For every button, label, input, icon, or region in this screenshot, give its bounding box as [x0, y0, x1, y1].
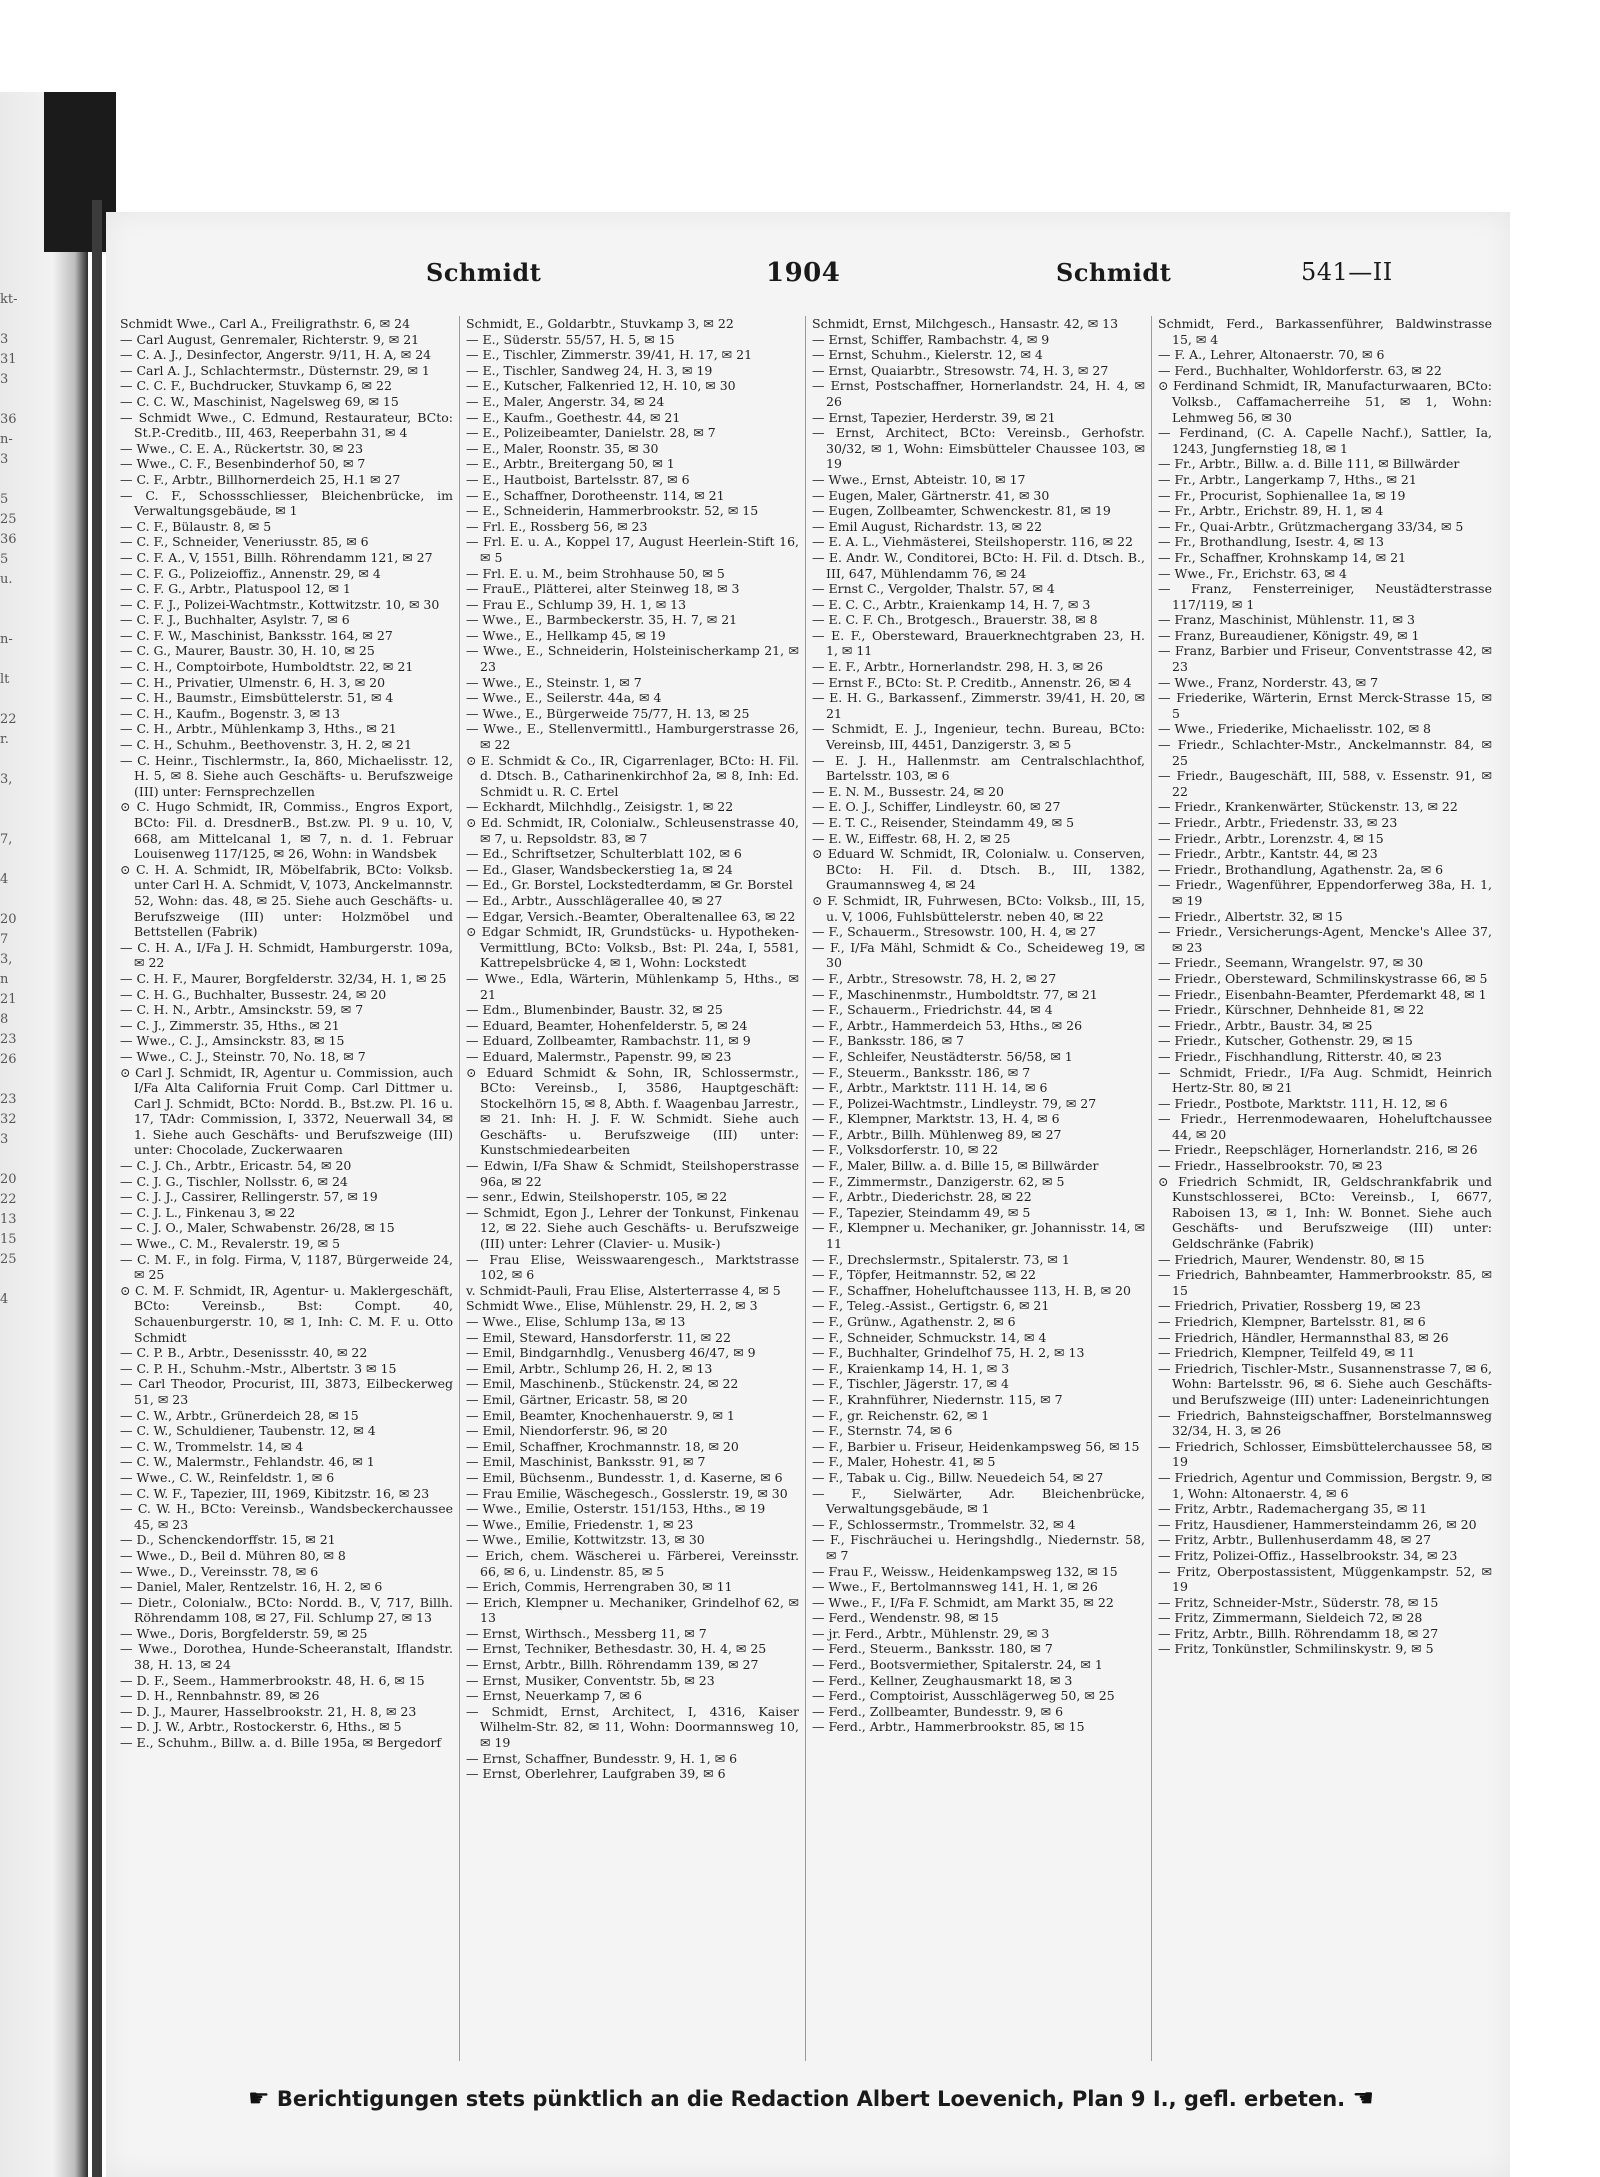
directory-entry: — Ernst C., Vergolder, Thalstr. 57, ✉ 4 — [812, 581, 1055, 597]
directory-entry: — C. J. G., Tischler, Nollsstr. 6, ✉ 24 — [120, 1173, 348, 1189]
directory-entry: — jr. Ferd., Arbtr., Mühlenstr. 29, ✉ 3 — [812, 1625, 1050, 1641]
directory-entry: — D. J., Maurer, Hasselbrookstr. 21, H. 8, ✉ 23 — [120, 1703, 417, 1719]
directory-entry: — Wwe., Franz, Norderstr. 43, ✉ 7 — [1158, 674, 1379, 690]
directory-entry: — Wwe., C. J., Steinstr. 70, No. 18, ✉ 7 — [120, 1048, 366, 1064]
directory-entry: — Ernst, Techniker, Bethesdastr. 30, H. 4, ✉ 25 — [466, 1641, 767, 1657]
directory-entry: — Ed., Gr. Borstel, Lockstedterdamm, ✉ Gr. Borstel — [466, 877, 793, 893]
directory-entry: — Erich, chem. Wäscherei u. Färberei, Vereinsstr. 66, ✉ 6, u. Lindenstr. 85, ✉ 5 — [466, 1547, 799, 1579]
directory-entry: — Ernst, Wirthsch., Messberg 11, ✉ 7 — [466, 1625, 707, 1641]
directory-entry: — Emil, Schaffner, Krochmannstr. 18, ✉ 20 — [466, 1438, 739, 1454]
directory-entry: — Fritz, Arbtr., Bullenhuserdamm 48, ✉ 27 — [1158, 1532, 1432, 1548]
directory-entry: — Friedrich, Schlosser, Eimsbüttelerchaussee 58, ✉ 19 — [1158, 1438, 1492, 1470]
directory-entry: — F., Klempner, Marktstr. 13, H. 4, ✉ 6 — [812, 1111, 1060, 1127]
footer-notice — [146, 2084, 1476, 2120]
directory-entry: — Ernst, Schiffer, Rambachstr. 4, ✉ 9 — [812, 331, 1050, 347]
directory-entry: — F., Klempner u. Mechaniker, gr. Johannisstr. 14, ✉ 11 — [812, 1220, 1145, 1252]
directory-entry: — Frl. E. u. A., Koppel 17, August Heerlein-Stift 16, ✉ 5 — [466, 534, 799, 565]
directory-entry: — F., Steuerm., Banksstr. 186, ✉ 7 — [812, 1064, 1031, 1080]
directory-entry: — F., Schleifer, Neustädterstr. 56/58, ✉ 1 — [812, 1048, 1073, 1064]
directory-entry: — Ferd., Arbtr., Hammerbrookstr. 85, ✉ 15 — [812, 1719, 1085, 1735]
directory-entry: — Emil, Niendorferstr. 96, ✉ 20 — [466, 1423, 668, 1439]
directory-page — [106, 212, 1510, 2177]
directory-entry: — Fr., Quai-Arbtr., Grützmachergang 33/34, ✉ 5 — [1158, 518, 1464, 534]
directory-entry: — Frau F., Weissw., Heidenkampsweg 132, ✉ 15 — [812, 1563, 1118, 1579]
directory-entry: — C. G., Maurer, Baustr. 30, H. 10, ✉ 25 — [120, 643, 375, 659]
directory-entry: — Ferd., Zollbeamter, Bundesstr. 9, ✉ 6 — [812, 1703, 1064, 1719]
directory-entry: — F., Schauerm., Friedrichstr. 44, ✉ 4 — [812, 1002, 1053, 1018]
directory-entry: — C. Heinr., Tischlermstr., Ia, 860, Michaelisstr. 12, H. 5, ✉ 8. Siehe auch Geschäfts- u. Berufszweige (III) unter: Fernsprechzellen — [120, 752, 453, 799]
directory-entry: — F., Maler, Hohestr. 41, ✉ 5 — [812, 1454, 996, 1470]
directory-entry: — F., Polizei-Wachtmstr., Lindleystr. 79, ✉ 27 — [812, 1095, 1097, 1111]
directory-entry: — Friedr., Eisenbahn-Beamter, Pferdemarkt 48, ✉ 1 — [1158, 986, 1487, 1002]
directory-entry: — Carl Theodor, Procurist, III, 3873, Eilbeckerweg 51, ✉ 23 — [120, 1376, 453, 1407]
directory-entry: — Friedr., Baugeschäft, III, 588, v. Essenstr. 91, ✉ 22 — [1158, 768, 1492, 799]
header-left-keyword: Schmidt — [426, 258, 542, 287]
directory-entry: — C. M. F., in folg. Firma, V, 1187, Bürgerweide 24, ✉ 25 — [120, 1251, 453, 1283]
directory-entry: — E. W., Eiffestr. 68, H. 2, ✉ 25 — [812, 830, 1011, 846]
directory-entry: Schmidt, Ernst, Milchgesch., Hansastr. 42, ✉ 13 — [812, 316, 1119, 331]
pointing-hand-right-icon: ☚ — [1352, 2084, 1374, 2112]
directory-entry: — E., Süderstr. 55/57, H. 5, ✉ 15 — [466, 331, 675, 347]
directory-entry: — Ernst, Tapezier, Herderstr. 39, ✉ 21 — [812, 409, 1056, 425]
directory-entry: — Fritz, Polizei-Offiz., Hasselbrookstr. 34, ✉ 23 — [1158, 1547, 1458, 1563]
directory-entry: — Friedr., Brothandlung, Agathenstr. 2a, ✉ 6 — [1158, 861, 1444, 877]
directory-entry: — F., Tabak u. Cig., Billw. Neuedeich 54, ✉ 27 — [812, 1469, 1104, 1485]
directory-entry: — Ernst, Arbtr., Billh. Röhrendamm 139, ✉ 27 — [466, 1657, 759, 1673]
directory-entry: — Erich, Commis, Herrengraben 30, ✉ 11 — [466, 1579, 733, 1595]
directory-entry: — E. N. M., Bussestr. 24, ✉ 20 — [812, 783, 1005, 799]
directory-entry: — C. J., Zimmerstr. 35, Hths., ✉ 21 — [120, 1017, 340, 1033]
column-4 — [1152, 316, 1498, 2061]
directory-entry: — F., Schaffner, Hoheluftchaussee 113, H. B, ✉ 20 — [812, 1282, 1131, 1298]
directory-entry: — Friedr., Albertstr. 32, ✉ 15 — [1158, 908, 1343, 924]
directory-entry: — F., Töpfer, Heitmannstr. 52, ✉ 22 — [812, 1267, 1036, 1283]
directory-entry: — Frl. E. u. M., beim Strohhause 50, ✉ 5 — [466, 565, 725, 581]
directory-entry: — Wwe., Emilie, Osterstr. 151/153, Hths., ✉ 19 — [466, 1501, 766, 1517]
directory-entry: — Wwe., E., Seilerstr. 44a, ✉ 4 — [466, 690, 662, 706]
directory-entry: — Fr., Arbtr., Erichstr. 89, H. 1, ✉ 4 — [1158, 503, 1384, 519]
directory-entry: — Emil, Steward, Hansdorferstr. 11, ✉ 22 — [466, 1329, 731, 1345]
previous-page-text-fragments: kt- 3 31 3 36 n- 3 5 25 36 5 u. n- lt 22 r. 3, 7, 4 20 7 3, n 21 8 23 26 23 32 3 20 22 13 15 25 4 — [0, 292, 18, 1307]
directory-entry: — Fritz, Zimmermann, Sieldeich 72, ✉ 28 — [1158, 1610, 1423, 1626]
directory-entry: — F., Arbtr., Billh. Mühlenweg 89, ✉ 27 — [812, 1126, 1062, 1142]
directory-entry: — Wwe., E., Schneiderin, Holsteinischerkamp 21, ✉ 23 — [466, 643, 799, 675]
directory-entry: — D. H., Rennbahnstr. 89, ✉ 26 — [120, 1688, 320, 1704]
directory-entry: — Friedr., Reepschläger, Hornerlandstr. 216, ✉ 26 — [1158, 1142, 1478, 1158]
directory-entry: — Fr., Brothandlung, Isestr. 4, ✉ 13 — [1158, 534, 1384, 550]
directory-entry: — Wwe., C. W., Reinfeldstr. 1, ✉ 6 — [120, 1469, 335, 1485]
directory-entry: — C. W., Trommelstr. 14, ✉ 4 — [120, 1438, 304, 1454]
directory-entry: — E. Andr. W., Conditorei, BCto: H. Fil. d. Dtsch. B., III, 647, Mühlendamm 76, ✉ 24 — [812, 549, 1145, 581]
directory-entry: — Friedr., Arbtr., Friedenstr. 33, ✉ 23 — [1158, 815, 1398, 830]
directory-entry: — Ernst, Architect, BCto: Vereinsb., Gerhofstr. 30/32, ✉ 1, Wohn: Eimsbütteler Chaussee 103, ✉ 19 — [812, 425, 1145, 472]
directory-entry: — F., Schlossermstr., Trommelstr. 32, ✉ 4 — [812, 1516, 1076, 1532]
directory-entry: — Edm., Blumenbinder, Baustr. 32, ✉ 25 — [466, 1002, 723, 1018]
directory-entry: — Ernst, Neuerkamp 7, ✉ 6 — [466, 1688, 642, 1704]
directory-entry: — C. W., Arbtr., Grünerdeich 28, ✉ 15 — [120, 1407, 359, 1423]
column-3 — [806, 316, 1152, 2061]
directory-entry: — F., Krahnführer, Niedernstr. 115, ✉ 7 — [812, 1391, 1063, 1407]
directory-entry: — F., Grünw., Agathenstr. 2, ✉ 6 — [812, 1314, 1016, 1329]
directory-entry: — F., Buchhalter, Grindelhof 75, H. 2, ✉ 13 — [812, 1345, 1085, 1361]
directory-entry: — C. F., Arbtr., Billhornerdeich 25, H.1 ✉ 27 — [120, 471, 401, 487]
directory-entry: Schmidt Wwe., Elise, Mühlenstr. 29, H. 2, ✉ 3 — [466, 1298, 758, 1314]
directory-entry: — Ernst, Schaffner, Bundesstr. 9, H. 1, ✉ 6 — [466, 1750, 738, 1766]
directory-entry: — Fr., Arbtr., Langerkamp 7, Hths., ✉ 21 — [1158, 471, 1417, 487]
directory-entry: — F., Kraienkamp 14, H. 1, ✉ 3 — [812, 1360, 1010, 1376]
directory-entry: — Ed., Glaser, Wandsbeckerstieg 1a, ✉ 24 — [466, 861, 733, 877]
directory-entry: — Fr., Arbtr., Billw. a. d. Bille 111, ✉ Billwärder — [1158, 456, 1460, 472]
directory-entry: — Erich, Klempner u. Mechaniker, Grindelhof 62, ✉ 13 — [466, 1594, 799, 1626]
directory-entry: — F., Barbier u. Friseur, Heidenkampsweg 56, ✉ 15 — [812, 1438, 1140, 1454]
directory-entry: — Eduard, Zollbeamter, Rambachstr. 11, ✉ 9 — [466, 1033, 751, 1049]
directory-entry: — E., Maler, Angerstr. 34, ✉ 24 — [466, 393, 665, 409]
directory-entry: — Wwe., C. E. A., Rückertstr. 30, ✉ 23 — [120, 440, 364, 456]
directory-entry: — Ed., Schriftsetzer, Schulterblatt 102, ✉ 6 — [466, 846, 742, 862]
directory-entry: ⊙ Carl J. Schmidt, IR, Agentur u. Commission, auch I/Fa Alta California Fruit Comp. Carl Dittmer u. Carl J. Schmidt, BCto: Nordd. B., Bst.zw. Pl. 16 u. 17, TAdr: Commission, I, 3372, Neuerwall 34, ✉ 1. Siehe auch Geschäfts- und Berufszweige (III) unter: Chocolade, Zuckerwaaren — [120, 1064, 453, 1158]
directory-entry: — C. F., Schneider, Veneriusstr. 85, ✉ 6 — [120, 534, 369, 550]
directory-entry: — Emil, Büchsenm., Bundesstr. 1, d. Kaserne, ✉ 6 — [466, 1469, 783, 1485]
directory-entry: — D., Schenckendorffstr. 15, ✉ 21 — [120, 1532, 336, 1548]
directory-entry: — E., Kutscher, Falkenried 12, H. 10, ✉ 30 — [466, 378, 736, 394]
directory-entry: — C. J. Ch., Arbtr., Ericastr. 54, ✉ 20 — [120, 1158, 352, 1174]
directory-entry: — Ferd., Wendenstr. 98, ✉ 15 — [812, 1610, 999, 1626]
directory-entry: — Friedrich, Klempner, Bartelsstr. 81, ✉ 6 — [1158, 1314, 1426, 1329]
directory-entry: — C. H. F., Maurer, Borgfelderstr. 32/34, H. 1, ✉ 25 — [120, 970, 447, 986]
directory-entry: — Fr., Schaffner, Krohnskamp 14, ✉ 21 — [1158, 549, 1407, 565]
directory-entry: — Ernst, Oberlehrer, Laufgraben 39, ✉ 6 — [466, 1766, 726, 1782]
directory-entry: — Fritz, Arbtr., Billh. Röhrendamm 18, ✉ 27 — [1158, 1625, 1439, 1641]
directory-entry: Schmidt Wwe., Carl A., Freiligrathstr. 6, ✉ 24 — [120, 316, 411, 331]
directory-entry: — F., Schneider, Schmuckstr. 14, ✉ 4 — [812, 1329, 1047, 1345]
directory-entry: — E., Arbtr., Breitergang 50, ✉ 1 — [466, 456, 675, 472]
directory-entry: — Ferd., Bootsvermiether, Spitalerstr. 24, ✉ 1 — [812, 1657, 1103, 1673]
directory-entry: — Dietr., Colonialw., BCto: Nordd. B., V, 717, Billh. Röhrendamm 108, ✉ 27, Fil. Schlump 27, ✉ 13 — [120, 1594, 453, 1626]
directory-entry: — Wwe., C. F., Besenbinderhof 50, ✉ 7 — [120, 456, 366, 472]
directory-entry: — Friedrich, Händler, Hermannsthal 83, ✉ 26 — [1158, 1329, 1449, 1345]
directory-entry: — Friedr., Arbtr., Kantstr. 44, ✉ 23 — [1158, 846, 1378, 862]
directory-entry: — Fritz, Schneider-Mstr., Süderstr. 78, ✉ 15 — [1158, 1594, 1439, 1610]
directory-entry: — C. H. N., Arbtr., Amsinckstr. 59, ✉ 7 — [120, 1002, 364, 1018]
directory-entry: ⊙ Eduard W. Schmidt, IR, Colonialw. u. Conserven, BCto: H. Fil. d. Dtsch. B., III, 1382, Graumannsweg 4, ✉ 24 — [812, 846, 1145, 893]
directory-entry: — Fritz, Tonkünstler, Schmilinskystr. 9, ✉ 5 — [1158, 1641, 1434, 1657]
directory-entry: — Friedrich, Agentur und Commission, Bergstr. 9, ✉ 1, Wohn: Altonaerstr. 4, ✉ 6 — [1158, 1469, 1492, 1501]
directory-entry: — C. P. B., Arbtr., Desenissstr. 40, ✉ 22 — [120, 1345, 368, 1361]
pointing-hand-left-icon: ☛ — [248, 2084, 270, 2112]
directory-entry: — Friedr., Herrenmodewaaren, Hoheluftchaussee 44, ✉ 20 — [1158, 1111, 1492, 1142]
directory-entry: — Franz, Maschinist, Mühlenstr. 11, ✉ 3 — [1158, 612, 1415, 628]
directory-entry: — Wwe., Dorothea, Hunde-Scheeranstalt, Iflandstr. 38, H. 13, ✉ 24 — [120, 1641, 453, 1673]
directory-entry: — C. W., Schuldiener, Taubenstr. 12, ✉ 4 — [120, 1423, 376, 1439]
top-margin — [0, 0, 1600, 92]
directory-entry: — Carl A. J., Schlachtermstr., Düsternstr. 29, ✉ 1 — [120, 362, 430, 378]
directory-entry: — C. F. W., Maschinist, Banksstr. 164, ✉ 27 — [120, 627, 393, 643]
directory-entry: — Eduard, Beamter, Hohenfelderstr. 5, ✉ 24 — [466, 1017, 748, 1033]
directory-entry: — E. C. C., Arbtr., Kraienkamp 14, H. 7, ✉ 3 — [812, 596, 1091, 612]
directory-entry: — Ferd., Kellner, Zeughausmarkt 18, ✉ 3 — [812, 1672, 1073, 1688]
directory-entry: — E., Tischler, Zimmerstr. 39/41, H. 17, ✉ 21 — [466, 347, 753, 363]
directory-entry: — E. A. L., Viehmästerei, Steilshoperstr. 116, ✉ 22 — [812, 534, 1133, 550]
directory-entry: ⊙ Eduard Schmidt & Sohn, IR, Schlossermstr., BCto: Vereinsb., I, 3586, Hauptgeschäft: Stockelhörn 15, ✉ 8, Abth. f. Waagenbau Jarrestr., ✉ 21. Inh: H. J. F. W. Schmidt. Siehe auch Geschäfts- u. Berufszweige (III) unter: Kunstschmiedearbeiten — [466, 1064, 799, 1158]
directory-entry: — Wwe., C. M., Revalerstr. 19, ✉ 5 — [120, 1236, 341, 1252]
directory-entry: — F., Sternstr. 74, ✉ 6 — [812, 1423, 953, 1439]
directory-entry: — C. J. J., Cassirer, Rellingerstr. 57, ✉ 19 — [120, 1189, 378, 1205]
directory-entry: — Fritz, Arbtr., Rademachergang 35, ✉ 11 — [1158, 1501, 1428, 1517]
directory-entry: ⊙ Edgar Schmidt, IR, Grundstücks- u. Hypotheken-Vermittlung, BCto: Volksb., Bst: Pl. 24a, I, 5581, Kattrepelsbrücke 4, ✉ 1, Wohn: Lockstedt — [466, 924, 799, 971]
directory-entry: — Emil, Arbtr., Schlump 26, H. 2, ✉ 13 — [466, 1360, 713, 1376]
directory-entry: — Frau E., Schlump 39, H. 1, ✉ 13 — [466, 596, 687, 612]
directory-entry: — C. C. F., Buchdrucker, Stuvkamp 6, ✉ 22 — [120, 378, 392, 394]
directory-entry: — Schmidt, Friedr., I/Fa Aug. Schmidt, Heinrich Hertz-Str. 80, ✉ 21 — [1158, 1064, 1492, 1096]
directory-entry: ⊙ Ferdinand Schmidt, IR, Manufacturwaaren, BCto: Volksb., Caffamacherreihe 51, ✉ 1, Wohn: Lehmweg 56, ✉ 30 — [1158, 378, 1492, 425]
directory-entry: — Emil, Bindgarnhdlg., Venusberg 46/47, ✉ 9 — [466, 1345, 756, 1361]
directory-entry: — Friedr., Fischhandlung, Ritterstr. 40, ✉ 23 — [1158, 1048, 1442, 1064]
directory-entry: — F., I/Fa Mähl, Schmidt & Co., Scheideweg 19, ✉ 30 — [812, 939, 1145, 971]
directory-entry: — F., Drechslermstr., Spitalerstr. 73, ✉ 1 — [812, 1251, 1070, 1267]
directory-entry: — Edgar, Versich.-Beamter, Oberaltenallee 63, ✉ 22 — [466, 908, 796, 924]
directory-entry: — FrauE., Plätterei, alter Steinweg 18, ✉ 3 — [466, 581, 740, 597]
directory-entry: — E., Kaufm., Goethestr. 44, ✉ 21 — [466, 409, 681, 425]
directory-entry: — Schmidt, E. J., Ingenieur, techn. Bureau, BCto: Vereinsb, III, 4451, Danzigerstr. 3, ✉ 5 — [812, 721, 1145, 753]
directory-entry: — Friedr., Hasselbrookstr. 70, ✉ 23 — [1158, 1158, 1383, 1174]
directory-entry: — Ernst, Postschaffner, Hornerlandstr. 24, H. 4, ✉ 26 — [812, 378, 1145, 409]
directory-entry: — Ed., Arbtr., Ausschlägerallee 40, ✉ 27 — [466, 892, 723, 908]
directory-entry: — E., Schuhm., Billw. a. d. Bille 195a, ✉ Bergedorf — [120, 1735, 442, 1751]
directory-entry: — Eduard, Malermstr., Papenstr. 99, ✉ 23 — [466, 1048, 732, 1064]
directory-entry: — Friedr., Arbtr., Baustr. 34, ✉ 25 — [1158, 1017, 1373, 1033]
directory-entry: — Edwin, I/Fa Shaw & Schmidt, Steilshoperstrasse 96a, ✉ 22 — [466, 1158, 799, 1189]
directory-entry: — Wwe., E., Bürgerweide 75/77, H. 13, ✉ 25 — [466, 705, 750, 721]
directory-entry: — Wwe., E., Steinstr. 1, ✉ 7 — [466, 674, 642, 690]
directory-entry: — Ernst, Musiker, Conventstr. 5b, ✉ 23 — [466, 1672, 715, 1688]
directory-entry: — C. H. G., Buchhalter, Bussestr. 24, ✉ 20 — [120, 986, 387, 1002]
directory-entry: — F., Arbtr., Stresowstr. 78, H. 2, ✉ 27 — [812, 970, 1057, 986]
directory-entry: — F., Fischräuchei u. Heringshdlg., Niedernstr. 58, ✉ 7 — [812, 1532, 1145, 1563]
directory-entry: — Ferd., Buchhalter, Wohldorferstr. 63, ✉ 22 — [1158, 362, 1442, 378]
directory-entry: — Friederike, Wärterin, Ernst Merck-Strasse 15, ✉ 5 — [1158, 690, 1492, 721]
directory-entry: — Wwe., F., Bertolmannsweg 141, H. 1, ✉ 26 — [812, 1579, 1098, 1595]
directory-entry: — Friedr., Schlachter-Mstr., Anckelmannstr. 84, ✉ 25 — [1158, 737, 1492, 768]
directory-entry: — F., Arbtr., Marktstr. 111 H. 14, ✉ 6 — [812, 1080, 1048, 1096]
directory-entry: — Friedr., Versicherungs-Agent, Mencke's Allee 37, ✉ 23 — [1158, 924, 1492, 955]
directory-entry: — Franz, Fensterreiniger, Neustädterstrasse 117/119, ✉ 1 — [1158, 581, 1492, 612]
directory-entry: — Wwe., Edla, Wärterin, Mühlenkamp 5, Hths., ✉ 21 — [466, 970, 799, 1002]
directory-entry: — Friedr., Krankenwärter, Stückenstr. 13, ✉ 22 — [1158, 799, 1458, 815]
directory-entry: — C. F., Schossschliesser, Bleichenbrücke, im Verwaltungsgebäude, ✉ 1 — [120, 487, 453, 519]
directory-entry: — C. F., Bülaustr. 8, ✉ 5 — [120, 518, 272, 534]
page-number: 541—II — [1301, 258, 1393, 286]
directory-entry: — Ernst, Schuhm., Kielerstr. 12, ✉ 4 — [812, 347, 1043, 363]
directory-entry: — E., Schaffner, Dorotheenstr. 114, ✉ 21 — [466, 487, 725, 503]
directory-entry: — Ernst F., BCto: St. P. Creditb., Annenstr. 26, ✉ 4 — [812, 674, 1132, 690]
directory-entry: — C. H., Privatier, Ulmenstr. 6, H. 3, ✉ 20 — [120, 674, 386, 690]
header-right-keyword: Schmidt — [1056, 258, 1172, 287]
directory-entry: — E. J. H., Hallenmstr. am Centralschlachthof, Bartelsstr. 103, ✉ 6 — [812, 752, 1145, 784]
directory-entry: Schmidt, Ferd., Barkassenführer, Baldwinstrasse 15, ✉ 4 — [1158, 316, 1492, 347]
directory-entry: — Friedrich, Maurer, Wendenstr. 80, ✉ 15 — [1158, 1251, 1425, 1267]
directory-entry: — Daniel, Maler, Rentzelstr. 16, H. 2, ✉ 6 — [120, 1579, 383, 1595]
directory-entry: — C. J. L., Finkenau 3, ✉ 22 — [120, 1204, 296, 1220]
directory-entry: — Wwe., C. J., Amsinckstr. 83, ✉ 15 — [120, 1033, 345, 1049]
directory-entry: — E., Hautboist, Bartelsstr. 87, ✉ 6 — [466, 471, 690, 487]
directory-entry: — C. P. H., Schuhm.-Mstr., Albertstr. 3 ✉ 15 — [120, 1360, 397, 1376]
directory-entry: — F., gr. Reichenstr. 62, ✉ 1 — [812, 1407, 990, 1423]
book-spine — [92, 200, 102, 2177]
directory-entry: — Friedrich, Bahnsteigschaffner, Borstelmannsweg 32/34, H. 3, ✉ 26 — [1158, 1407, 1492, 1439]
directory-entry: — C. H., Arbtr., Mühlenkamp 3, Hths., ✉ 21 — [120, 721, 397, 737]
directory-entry: — Friedr., Postbote, Marktstr. 111, H. 12, ✉ 6 — [1158, 1095, 1448, 1111]
directory-entry: — C. F. J., Buchhalter, Asylstr. 7, ✉ 6 — [120, 612, 350, 628]
directory-entry: — Fritz, Hausdiener, Hammersteindamm 26, ✉ 20 — [1158, 1516, 1477, 1532]
directory-entry: — Emil, Maschinist, Banksstr. 91, ✉ 7 — [466, 1454, 706, 1470]
directory-entry: — Frau Emilie, Wäschegesch., Gosslerstr. 19, ✉ 30 — [466, 1485, 788, 1501]
directory-entry: — Carl August, Genremaler, Richterstr. 9, ✉ 21 — [120, 331, 420, 347]
directory-entry: — F., Tapezier, Steindamm 49, ✉ 5 — [812, 1204, 1031, 1220]
directory-entry: — Frl. E., Rossberg 56, ✉ 23 — [466, 518, 648, 534]
directory-entry: — E. H. G., Barkassenf., Zimmerstr. 39/41, H. 20, ✉ 21 — [812, 690, 1145, 721]
directory-entry: — E., Tischler, Sandweg 24, H. 3, ✉ 19 — [466, 362, 713, 378]
directory-entry: — Friedrich, Bahnbeamter, Hammerbrookstr. 85, ✉ 15 — [1158, 1267, 1492, 1298]
directory-entry: ⊙ E. Schmidt & Co., IR, Cigarrenlager, BCto: H. Fil. d. Dtsch. B., Catharinenkirchhof 2a, ✉ 8, Inh: Ed. Schmidt u. R. C. Ertel — [466, 752, 799, 799]
directory-entry: — Wwe., Elise, Schlump 13a, ✉ 13 — [466, 1314, 686, 1329]
directory-entry: ⊙ Ed. Schmidt, IR, Colonialw., Schleusenstrasse 40, ✉ 7, u. Repsoldstr. 83, ✉ 7 — [466, 815, 799, 846]
directory-entry: ⊙ F. Schmidt, IR, Fuhrwesen, BCto: Volksb., III, 15, u. V, 1006, Fuhlsbüttelerstr. neben 40, ✉ 22 — [812, 892, 1145, 924]
directory-entry: — F., Arbtr., Hammerdeich 53, Hths., ✉ 26 — [812, 1017, 1083, 1033]
directory-entry: — E. T. C., Reisender, Steindamm 49, ✉ 5 — [812, 815, 1075, 830]
directory-entry: — Frau Elise, Weisswaarengesch., Marktstrasse 102, ✉ 6 — [466, 1251, 799, 1283]
directory-entry: — Eugen, Zollbeamter, Schwenckestr. 81, ✉ 19 — [812, 503, 1111, 519]
directory-entry: — C. H., Baumstr., Eimsbüttelerstr. 51, ✉ 4 — [120, 690, 394, 706]
directory-entry: — D. F., Seem., Hammerbrookstr. 48, H. 6, ✉ 15 — [120, 1672, 425, 1688]
directory-entry: — F., Sielwärter, Adr. Bleichenbrücke, Verwaltungsgebäude, ✉ 1 — [812, 1485, 1145, 1517]
directory-entry: — Emil August, Richardstr. 13, ✉ 22 — [812, 518, 1043, 534]
directory-entry: — D. J. W., Arbtr., Rostockerstr. 6, Hths., ✉ 5 — [120, 1719, 402, 1735]
directory-entry: — Wwe., Fr., Erichstr. 63, ✉ 4 — [1158, 565, 1347, 581]
directory-entry: ⊙ Friedrich Schmidt, IR, Geldschrankfabrik und Kunstschlosserei, BCto: Vereinsb., I, 6677, Raboisen 13, ✉ 1, Inh: W. Bonnet. Siehe auch Geschäfts- und Berufszweige (III) unter: Geldschränke (Fabrik) — [1158, 1173, 1492, 1252]
page-header — [106, 252, 1510, 300]
directory-entry: ⊙ C. Hugo Schmidt, IR, Commiss., Engros Export, BCto: Fil. d. DresdnerB., Bst.zw. Pl. 9 u. 10, V, 668, am Mittelcanal 1, ✉ 7, n. d. 1. Februar Louisenweg 117/125, ✉ 26, Wohn: in Wandsbek — [120, 799, 453, 862]
column-1 — [114, 316, 460, 2061]
directory-entry: — E., Maler, Roonstr. 35, ✉ 30 — [466, 440, 659, 456]
directory-entry: — E. O. J., Schiffer, Lindleystr. 60, ✉ 27 — [812, 799, 1061, 815]
directory-entry: — C. W. F., Tapezier, III, 1969, Kibitzstr. 16, ✉ 23 — [120, 1485, 430, 1501]
directory-entry: — F., Arbtr., Diederichstr. 28, ✉ 22 — [812, 1189, 1032, 1205]
directory-entry: — Ferdinand, (C. A. Capelle Nachf.), Sattler, Ia, 1243, Jungfernstieg 18, ✉ 1 — [1158, 425, 1492, 456]
directory-entry: — Wwe., E., Stellenvermittl., Hamburgerstrasse 26, ✉ 22 — [466, 721, 799, 753]
directory-entry: — F., Teleg.-Assist., Gertigstr. 6, ✉ 21 — [812, 1298, 1050, 1314]
directory-entry: — C. F. G., Polizeioffiz., Annenstr. 29, ✉ 4 — [120, 565, 381, 581]
directory-entry: — Friedr., Wagenführer, Eppendorferweg 38a, H. 1, ✉ 19 — [1158, 877, 1492, 908]
directory-entry: — Emil, Gärtner, Ericastr. 58, ✉ 20 — [466, 1391, 688, 1407]
directory-entry: — Wwe., E., Hellkamp 45, ✉ 19 — [466, 627, 666, 643]
directory-entry: — Fritz, Oberpostassistent, Müggenkampstr. 52, ✉ 19 — [1158, 1563, 1492, 1595]
directory-entry: — E., Schneiderin, Hammerbrookstr. 52, ✉ 15 — [466, 503, 759, 519]
directory-entry: — Friedr., Kutscher, Gothenstr. 29, ✉ 15 — [1158, 1033, 1413, 1049]
directory-entry: — Friedrich, Tischler-Mstr., Susannenstrasse 7, ✉ 6, Wohn: Bartelsstr. 96, ✉ 6. Siehe auch Geschäfts- und Berufszweige (III) unter: Ladeneinrichtungen — [1158, 1360, 1492, 1407]
directory-entry: — F., Zimmermstr., Danzigerstr. 62, ✉ 5 — [812, 1173, 1065, 1189]
directory-entry: — Schmidt, Ernst, Architect, I, 4316, Kaiser Wilhelm-Str. 82, ✉ 11, Wohn: Doormannsweg 10, ✉ 19 — [466, 1703, 799, 1751]
directory-entry: — C. H., Kaufm., Bogenstr. 3, ✉ 13 — [120, 705, 341, 721]
directory-entry: — E. F., Obersteward, Brauerknechtgraben 23, H. 1, ✉ 11 — [812, 627, 1145, 659]
directory-entry: — C. W. H., BCto: Vereinsb., Wandsbeckerchaussee 45, ✉ 23 — [120, 1501, 453, 1532]
directory-entry: — Ferd., Comptoirist, Ausschlägerweg 50, ✉ 25 — [812, 1688, 1115, 1704]
directory-entry: — C. C. W., Maschinist, Nagelsweg 69, ✉ 15 — [120, 393, 399, 409]
directory-entry: — Ferd., Steuerm., Banksstr. 180, ✉ 7 — [812, 1641, 1053, 1657]
directory-entry: — Wwe., F., I/Fa F. Schmidt, am Markt 35, ✉ 22 — [812, 1594, 1114, 1610]
directory-entry: — E. F., Arbtr., Hornerlandstr. 298, H. 3, ✉ 26 — [812, 659, 1103, 675]
directory-entry: ⊙ C. H. A. Schmidt, IR, Möbelfabrik, BCto: Volksb. unter Carl H. A. Schmidt, V, 1073, Anckelmannstr. 52, Wohn: das. 48, ✉ 25. Siehe auch Geschäfts- u. Berufszweige (III) unter: Holzmöbel und Bettstellen (Fabrik) — [120, 861, 453, 940]
directory-entry: — F., Maschinenmstr., Humboldtstr. 77, ✉ 21 — [812, 986, 1098, 1002]
directory-entry: — C. F. J., Polizei-Wachtmstr., Kottwitzstr. 10, ✉ 30 — [120, 596, 440, 612]
directory-entry: — Schmidt Wwe., C. Edmund, Restaurateur, BCto: St.P.-Creditb., III, 463, Reeperbahn 31, ✉ 4 — [120, 409, 453, 441]
directory-entry: — F., Schauerm., Stresowstr. 100, H. 4, ✉ 27 — [812, 924, 1096, 940]
directory-entry: — Wwe., Ernst, Abteistr. 10, ✉ 17 — [812, 471, 1026, 487]
directory-entry: — Fr., Procurist, Sophienallee 1a, ✉ 19 — [1158, 487, 1406, 503]
directory-entry: — Franz, Bureaudiener, Königstr. 49, ✉ 1 — [1158, 627, 1420, 643]
directory-entry: — C. W., Malermstr., Fehlandstr. 46, ✉ 1 — [120, 1454, 375, 1470]
directory-entry: — Eckhardt, Milchhdlg., Zeisigstr. 1, ✉ 22 — [466, 799, 734, 815]
directory-entry: — Wwe., E., Barmbeckerstr. 35, H. 7, ✉ 21 — [466, 612, 738, 628]
directory-columns — [114, 316, 1498, 2061]
directory-entry: — C. F. A., V, 1551, Billh. Röhrendamm 121, ✉ 27 — [120, 549, 433, 565]
directory-entry: — Friedr., Arbtr., Lorenzstr. 4, ✉ 15 — [1158, 830, 1384, 846]
directory-entry: — E. C. F. Ch., Brotgesch., Brauerstr. 38, ✉ 8 — [812, 612, 1098, 628]
directory-entry: — C. A. J., Desinfector, Angerstr. 9/11, H. A, ✉ 24 — [120, 347, 432, 363]
directory-entry: — C. F. G., Arbtr., Platuspool 12, ✉ 1 — [120, 581, 351, 597]
directory-entry: — E., Polizeibeamter, Danielstr. 28, ✉ 7 — [466, 425, 716, 441]
directory-entry: — Friedrich, Privatier, Rossberg 19, ✉ 23 — [1158, 1298, 1421, 1314]
directory-entry: Schmidt, E., Goldarbtr., Stuvkamp 3, ✉ 22 — [466, 316, 734, 331]
directory-entry: — F., Volksdorferstr. 10, ✉ 22 — [812, 1142, 999, 1158]
directory-entry: ⊙ C. M. F. Schmidt, IR, Agentur- u. Maklergeschäft, BCto: Vereinsb., Bst: Compt. 40, Schauenburgerstr. 10, ✉ 1, Inh: C. M. F. u. Otto Schmidt — [120, 1282, 453, 1345]
directory-entry: — F., Maler, Billw. a. d. Bille 15, ✉ Billwärder — [812, 1158, 1099, 1174]
column-2 — [460, 316, 806, 2061]
directory-entry: — Friedrich, Klempner, Teilfeld 49, ✉ 11 — [1158, 1345, 1416, 1361]
directory-entry: — Wwe., Emilie, Kottwitzstr. 13, ✉ 30 — [466, 1532, 705, 1548]
directory-entry: — Schmidt, Egon J., Lehrer der Tonkunst, Finkenau 12, ✉ 22. Siehe auch Geschäfts- u. Berufszweige (III) unter: Lehrer (Clavier- u. Musik-) — [466, 1204, 799, 1252]
directory-entry: — senr., Edwin, Steilshoperstr. 105, ✉ 22 — [466, 1189, 728, 1205]
directory-entry: — Friedr., Kürschner, Dehnheide 81, ✉ 22 — [1158, 1002, 1425, 1018]
directory-entry: — C. H. A., I/Fa J. H. Schmidt, Hamburgerstr. 109a, ✉ 22 — [120, 939, 453, 971]
directory-entry: v. Schmidt-Pauli, Frau Elise, Alsterterrasse 4, ✉ 5 — [466, 1282, 781, 1298]
directory-entry: — F., Banksstr. 186, ✉ 7 — [812, 1033, 964, 1049]
directory-entry: — Wwe., D., Beil d. Mühren 80, ✉ 8 — [120, 1547, 346, 1563]
directory-entry: — C. H., Comptoirbote, Humboldtstr. 22, ✉ 21 — [120, 659, 414, 675]
directory-entry: — Wwe., Friederike, Michaelisstr. 102, ✉ 8 — [1158, 721, 1431, 737]
directory-entry: — F. A., Lehrer, Altonaerstr. 70, ✉ 6 — [1158, 347, 1385, 363]
directory-entry: — Emil, Beamter, Knochenhauerstr. 9, ✉ 1 — [466, 1407, 735, 1423]
directory-entry: — Eugen, Maler, Gärtnerstr. 41, ✉ 30 — [812, 487, 1050, 503]
directory-entry: — Wwe., Emilie, Friedenstr. 1, ✉ 23 — [466, 1516, 694, 1532]
directory-entry: — F., Tischler, Jägerstr. 17, ✉ 4 — [812, 1376, 1009, 1392]
directory-entry: — Friedr., Obersteward, Schmilinskystrasse 66, ✉ 5 — [1158, 970, 1488, 986]
directory-entry: — Franz, Barbier und Friseur, Conventstrasse 42, ✉ 23 — [1158, 643, 1492, 675]
directory-entry: — C. H., Schuhm., Beethovenstr. 3, H. 2, ✉ 21 — [120, 737, 412, 753]
directory-entry: — Friedr., Seemann, Wrangelstr. 97, ✉ 30 — [1158, 955, 1424, 971]
footer-text: Berichtigungen stets pünktlich an die Redaction Albert Loevenich, Plan 9 I., gefl. erbeten. — [276, 2087, 1346, 2111]
directory-entry: — Ernst, Quaiarbtr., Stresowstr. 74, H. 3, ✉ 27 — [812, 362, 1109, 378]
header-year: 1904 — [766, 258, 841, 288]
directory-entry: — Emil, Maschinenb., Stückenstr. 24, ✉ 22 — [466, 1376, 739, 1392]
directory-entry: — C. J. O., Maler, Schwabenstr. 26/28, ✉ 15 — [120, 1220, 395, 1236]
directory-entry: — Wwe., D., Vereinsstr. 78, ✉ 6 — [120, 1563, 319, 1579]
directory-entry: — Wwe., Doris, Borgfelderstr. 59, ✉ 25 — [120, 1625, 368, 1641]
